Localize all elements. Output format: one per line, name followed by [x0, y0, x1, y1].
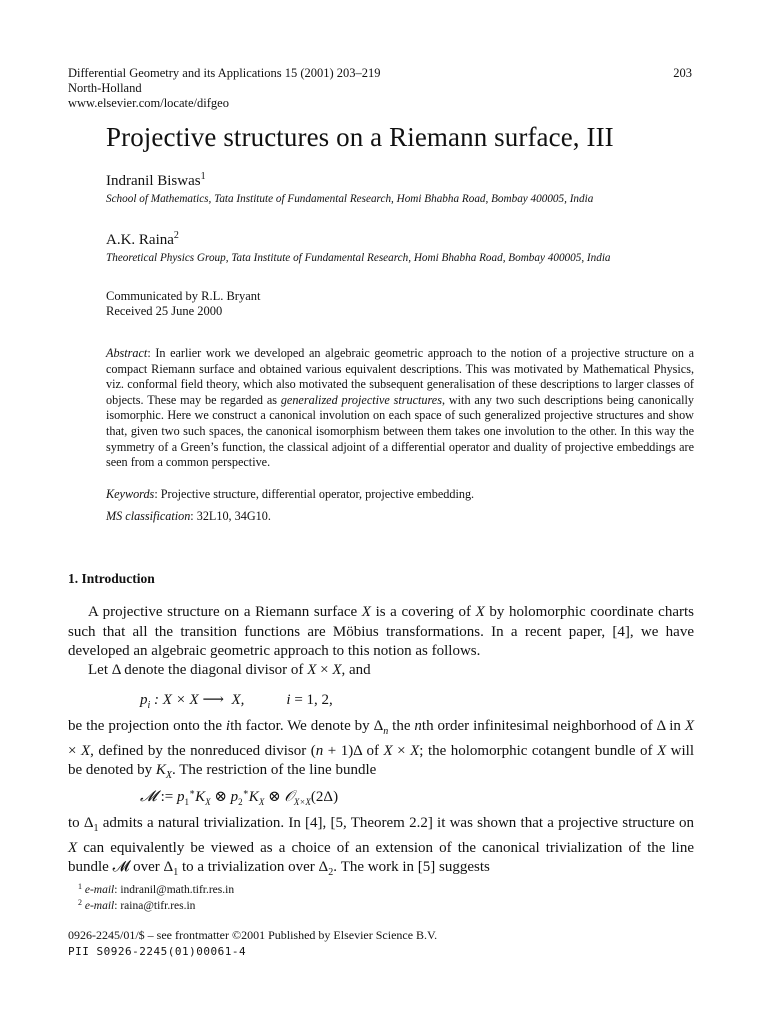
footnote-2: $^2$ e-mail: raina@tifr.res.in [78, 898, 196, 912]
publisher: North-Holland [68, 81, 142, 95]
author-name: A.K. Raina [106, 232, 174, 248]
paper-title: Projective structures on a Riemann surface, III [106, 122, 614, 152]
author-name: Indranil Biswas [106, 173, 201, 189]
keywords: Keywords: Projective structure, differential operator, projective embedding. [106, 487, 475, 501]
pii-line: PII S0926-2245(01)00061-4 [68, 945, 247, 958]
equation-projection: $p_i$ : X × X ⟶ X, i = 1, 2, [140, 692, 333, 711]
body-paragraph-1: A projective structure on a Riemann surface X is a covering of X by holomorphic coordinate charts such that all the transition functions are Möbius transformations. In a recent paper, [4], we have developed an algebraic geometric approach to this notion as follows. [68, 604, 694, 659]
received-date: Received 25 June 2000 [106, 304, 223, 318]
author-2-affiliation: Theoretical Physics Group, Tata Institute of Fundamental Research, Homi Bhabha Road, Bombay 400005, India [106, 252, 611, 264]
author-2 [106, 230, 179, 249]
equation-line-bundle: 𝓜 := $p_1^∗K_X$ ⊗ $p_2^∗K_X$ ⊗ 𝒪$_{X\times X}$(2Δ) [140, 787, 339, 807]
author-1-affiliation: School of Mathematics, Tata Institute of Fundamental Research, Homi Bhabha Road, Bombay 400005, India [106, 193, 594, 205]
ms-classification: MS classification: 32L10, 34G10. [106, 509, 271, 523]
author-1 [106, 171, 206, 190]
journal-citation: Differential Geometry and its Applications 15 (2001) 203–219 [68, 66, 381, 80]
footnote-mark[interactable]: 2 [173, 230, 179, 241]
footnote-1: $^1$ e-mail: indranil@math.tifr.res.in [78, 882, 235, 896]
issn-line: 0926-2245/01/$ – see frontmatter ©2001 Published by Elsevier Science B.V. [68, 928, 438, 942]
abstract-label: Abstract [106, 346, 148, 360]
abstract: Abstract: In earlier work we developed an algebraic geometric approach to the notion of a projective structure on a compact Riemann surface and obtained various equivalent descriptions. This was motivated by Mathematical Physics, viz. conformal field theory, which also motivated the subsequent generalisation of these descriptions to larger classes of objects. These may be regarded as generalized projective structures, with any two such descriptions being canonically isomorphic. Here we construct a canonical involution on each space of such generalized projective structures and show that, given two such spaces, the canonical isomorphism between them takes one involution to the other. In this way the symmetry of a Green’s function, the classical adjoint of a differential operator and duality of projective embeddings are seen from a common perspective. [106, 346, 695, 470]
section-heading: 1. Introduction [68, 571, 155, 586]
body-paragraph-4: to $\Delta_1$ admits a natural trivialization. In [4], [5, Theorem 2.2] it was shown that a projective structure on X can equivalently be viewed as a choice of an extension of the canonical trivialization of the line bundle 𝓜 over $\Delta_1$ to a trivialization over $\Delta_2$. The work in [5] suggests [68, 815, 694, 878]
journal-url[interactable]: www.elsevier.com/locate/difgeo [68, 96, 229, 110]
communicated-by: Communicated by R.L. Bryant [106, 289, 261, 303]
page-number: 203 [673, 66, 692, 80]
body-paragraph-3: be the projection onto the ith factor. We denote by $\Delta_n$ the nth order infinitesimal neighborhood of Δ in X × X, defined by the nonreduced divisor (n + 1)Δ of X × X; the holomorphic cotangent bundle of X will be denoted by $K_X$. The restriction of the line bundle [68, 718, 694, 781]
footnote-mark[interactable]: 1 [200, 171, 206, 182]
body-paragraph-2: Let Δ denote the diagonal divisor of X × X, and [88, 662, 371, 678]
abstract-emphasis: generalized projective structures [280, 392, 442, 407]
